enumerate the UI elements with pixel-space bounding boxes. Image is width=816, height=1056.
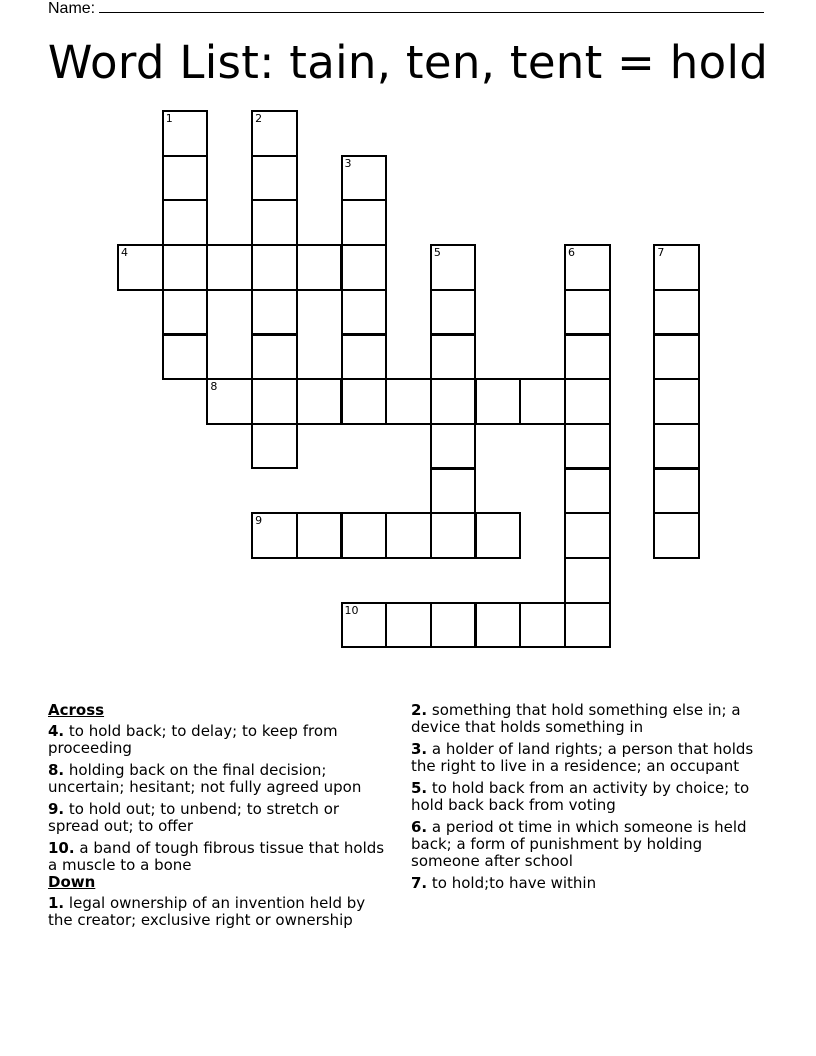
clue-number-label: 4 bbox=[121, 246, 128, 260]
across-heading: Across bbox=[48, 701, 105, 719]
clue-down-7 bbox=[411, 875, 771, 892]
grid-cell[interactable] bbox=[653, 244, 700, 291]
clue-down-6 bbox=[411, 819, 771, 870]
grid-cell[interactable] bbox=[341, 155, 388, 202]
clue-across-4 bbox=[48, 723, 393, 757]
clue-number-label: 3 bbox=[344, 156, 352, 170]
clue-text: a holder of land rights; a person that holds the right to live in a residence; an occupant bbox=[411, 740, 754, 775]
clue-number: 8. bbox=[48, 761, 65, 779]
grid-cell[interactable] bbox=[564, 602, 611, 649]
grid-cell[interactable] bbox=[430, 244, 477, 291]
crossword-grid bbox=[117, 110, 699, 648]
grid-cell[interactable] bbox=[341, 199, 388, 246]
grid-cell[interactable] bbox=[519, 602, 566, 649]
grid-cell[interactable] bbox=[341, 289, 388, 336]
clue-number: 9. bbox=[48, 800, 65, 818]
clue-number: 10. bbox=[48, 839, 75, 857]
clue-number-label: 2 bbox=[255, 112, 263, 125]
grid-cell[interactable] bbox=[251, 289, 298, 336]
grid-cell[interactable] bbox=[251, 155, 298, 202]
grid-cell[interactable] bbox=[296, 378, 343, 425]
grid-cell[interactable] bbox=[564, 378, 611, 425]
grid-cell[interactable] bbox=[564, 423, 611, 470]
grid-cell[interactable] bbox=[251, 512, 298, 559]
clue-text: to hold back; to delay; to keep from proceeding bbox=[48, 722, 338, 757]
clue-number: 1. bbox=[48, 894, 65, 912]
clue-down-3 bbox=[411, 741, 771, 775]
grid-cell[interactable] bbox=[430, 378, 477, 425]
clue-number-label: 5 bbox=[433, 246, 441, 260]
grid-cell[interactable] bbox=[564, 289, 611, 336]
grid-cell[interactable] bbox=[653, 468, 700, 515]
grid-cell[interactable] bbox=[341, 334, 388, 381]
grid-cell[interactable] bbox=[385, 512, 432, 559]
grid-cell[interactable] bbox=[162, 155, 209, 202]
clue-number: 3. bbox=[411, 740, 428, 758]
clue-text: something that hold something else in; a device that holds something in bbox=[411, 701, 741, 736]
grid-cell[interactable] bbox=[162, 110, 209, 157]
grid-cell[interactable] bbox=[430, 602, 477, 649]
grid-cell[interactable] bbox=[296, 512, 343, 559]
grid-cell[interactable] bbox=[251, 199, 298, 246]
grid-cell[interactable] bbox=[475, 512, 522, 559]
grid-cell[interactable] bbox=[519, 378, 566, 425]
clue-number-label: 6 bbox=[568, 246, 575, 260]
clue-number-label: 7 bbox=[657, 246, 665, 260]
clue-text: legal ownership of an invention held by the creator; exclusive right or ownership bbox=[48, 894, 366, 929]
name-label: Name: bbox=[48, 0, 96, 17]
clues-left-column bbox=[48, 702, 393, 934]
grid-cell[interactable] bbox=[653, 289, 700, 336]
grid-cell[interactable] bbox=[296, 244, 343, 291]
grid-cell[interactable] bbox=[341, 244, 388, 291]
grid-cell[interactable] bbox=[475, 602, 522, 649]
clue-text: to hold back from an activity by choice; to hold back back from voting bbox=[411, 779, 750, 814]
grid-cell[interactable] bbox=[653, 378, 700, 425]
grid-cell[interactable] bbox=[430, 512, 477, 559]
clue-number-label: 1 bbox=[165, 112, 173, 125]
clue-number-label: 10 bbox=[344, 603, 359, 617]
clue-number-label: 8 bbox=[210, 380, 218, 394]
grid-cell[interactable] bbox=[653, 334, 700, 381]
clue-number: 4. bbox=[48, 722, 65, 740]
clues-right-column bbox=[411, 702, 771, 897]
grid-cell[interactable] bbox=[430, 289, 477, 336]
clue-text: a band of tough fibrous tissue that holds a muscle to a bone bbox=[48, 839, 385, 874]
grid-cell[interactable] bbox=[564, 244, 611, 291]
grid-cell[interactable] bbox=[251, 244, 298, 291]
grid-cell[interactable] bbox=[430, 334, 477, 381]
name-underline[interactable] bbox=[99, 0, 764, 13]
grid-cell[interactable] bbox=[564, 334, 611, 381]
grid-cell[interactable] bbox=[341, 512, 388, 559]
grid-cell[interactable] bbox=[341, 378, 388, 425]
clue-number: 7. bbox=[411, 874, 428, 892]
grid-cell[interactable] bbox=[251, 378, 298, 425]
grid-cell[interactable] bbox=[251, 110, 298, 157]
clue-number: 5. bbox=[411, 779, 428, 797]
clue-text: a period ot time in which someone is held back; a form of punishment by holding someone after school bbox=[411, 818, 747, 870]
grid-cell[interactable] bbox=[653, 512, 700, 559]
grid-cell[interactable] bbox=[162, 289, 209, 336]
grid-cell[interactable] bbox=[162, 244, 209, 291]
name-field[interactable] bbox=[48, 0, 764, 18]
clue-down-2 bbox=[411, 702, 771, 736]
grid-cell[interactable] bbox=[385, 378, 432, 425]
grid-cell[interactable] bbox=[117, 244, 164, 291]
clue-text: to hold out; to unbend; to stretch or spread out; to offer bbox=[48, 800, 340, 835]
clue-across-8 bbox=[48, 762, 393, 796]
grid-cell[interactable] bbox=[475, 378, 522, 425]
grid-cell[interactable] bbox=[206, 244, 253, 291]
grid-cell[interactable] bbox=[251, 334, 298, 381]
grid-cell[interactable] bbox=[251, 423, 298, 470]
down-heading: Down bbox=[48, 873, 96, 891]
clue-down-5 bbox=[411, 780, 771, 814]
grid-cell[interactable] bbox=[430, 468, 477, 515]
clue-number-label: 9 bbox=[255, 514, 263, 528]
grid-cell[interactable] bbox=[385, 602, 432, 649]
grid-cell[interactable] bbox=[564, 557, 611, 604]
clue-number: 6. bbox=[411, 818, 428, 836]
grid-cell[interactable] bbox=[162, 334, 209, 381]
grid-cell[interactable] bbox=[206, 378, 253, 425]
grid-cell[interactable] bbox=[653, 423, 700, 470]
clue-across-9 bbox=[48, 801, 393, 835]
clue-down-1 bbox=[48, 895, 393, 929]
grid-cell[interactable] bbox=[430, 423, 477, 470]
grid-cell[interactable] bbox=[564, 468, 611, 515]
clue-number: 2. bbox=[411, 701, 428, 719]
grid-cell[interactable] bbox=[564, 512, 611, 559]
grid-cell[interactable] bbox=[162, 199, 209, 246]
grid-cell[interactable] bbox=[341, 602, 388, 649]
clue-text: holding back on the final decision; uncertain; hesitant; not fully agreed upon bbox=[48, 761, 362, 796]
page-title: Word List: tain, ten, tent = hold bbox=[47, 36, 769, 89]
clue-across-10 bbox=[48, 840, 393, 874]
clue-text: to hold;to have within bbox=[431, 874, 597, 892]
